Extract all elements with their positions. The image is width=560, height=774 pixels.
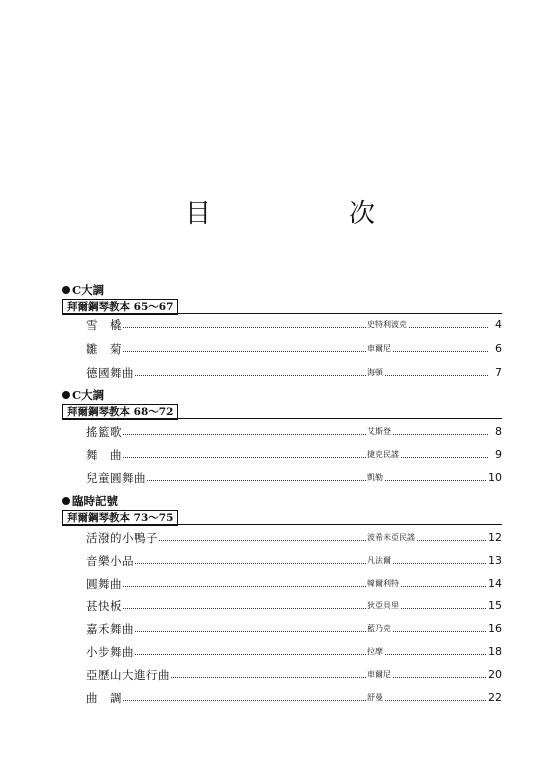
entry-page: 15 (488, 599, 502, 612)
entry-page: 12 (488, 531, 502, 544)
entry-title: 甚快板 (86, 599, 122, 613)
bullet-icon (62, 497, 70, 505)
entry-page: 20 (488, 668, 502, 681)
entry-page: 8 (495, 425, 502, 438)
dot-leader (86, 351, 488, 352)
entry-composer: 藍乃克 (366, 622, 392, 636)
toc-entry[interactable] (86, 598, 502, 614)
entry-title: 雪 橇 (86, 318, 122, 332)
entry-title: 亞歷山大進行曲 (86, 668, 170, 682)
toc-entry[interactable] (86, 530, 502, 546)
entry-title: 小步舞曲 (86, 645, 134, 659)
dot-leader (86, 631, 488, 632)
dot-leader (86, 608, 488, 609)
book-range-label-3: 拜爾鋼琴教本 73～75 (62, 510, 178, 526)
dot-leader (86, 700, 488, 701)
entry-title: 兒童圓舞曲 (86, 471, 146, 485)
toc-entry[interactable] (86, 576, 502, 592)
dot-leader (86, 457, 488, 458)
entry-composer: 凱勒 (366, 471, 384, 485)
entry-composer: 車爾尼 (366, 668, 392, 682)
toc-entry[interactable] (86, 621, 502, 637)
entry-page: 13 (488, 554, 502, 567)
entry-page: 14 (488, 577, 502, 590)
entry-composer: 舒曼 (366, 691, 384, 705)
entry-title: 圓舞曲 (86, 577, 122, 591)
entry-page: 16 (488, 622, 502, 635)
dot-leader (86, 654, 488, 655)
toc-entry[interactable] (86, 365, 502, 381)
entry-composer: 凡法爾 (366, 554, 392, 568)
dot-leader (86, 586, 488, 587)
section-heading-1: C大調 (62, 283, 104, 297)
entry-page: 18 (488, 645, 502, 658)
dot-leader (86, 327, 488, 328)
entry-composer: 捷克民謠 (366, 448, 400, 462)
entry-page: 6 (495, 342, 502, 355)
dot-leader (86, 375, 488, 376)
entry-title: 音樂小品 (86, 554, 134, 568)
toc-entry[interactable] (86, 447, 502, 463)
section-heading-3: 臨時記號 (62, 494, 118, 508)
toc-entry[interactable] (86, 553, 502, 569)
dot-leader (86, 434, 488, 435)
entry-composer: 狄亞貝里 (366, 599, 400, 613)
entry-title: 活潑的小鴨子 (86, 531, 158, 545)
entry-title: 雛 菊 (86, 342, 122, 356)
entry-composer: 波希米亞民謠 (366, 531, 416, 545)
entry-composer: 史特利波克 (366, 318, 408, 332)
toc-entry[interactable] (86, 667, 502, 683)
book-range-label-1: 拜爾鋼琴教本 65～67 (62, 299, 178, 315)
entry-page: 4 (495, 318, 502, 331)
toc-entry[interactable] (86, 317, 502, 333)
book-range-label-2: 拜爾鋼琴教本 68～72 (62, 404, 178, 420)
toc-entry[interactable] (86, 341, 502, 357)
page-title: 目 次 (184, 199, 431, 229)
toc-entry[interactable] (86, 690, 502, 706)
toc-entry[interactable] (86, 424, 502, 440)
bullet-icon (62, 286, 70, 294)
bullet-icon (62, 391, 70, 399)
entry-title: 搖籃歌 (86, 425, 122, 439)
entry-page: 10 (488, 471, 502, 484)
toc-entry[interactable] (86, 470, 502, 486)
entry-page: 9 (495, 448, 502, 461)
entry-page: 7 (495, 366, 502, 379)
entry-title: 曲 調 (86, 691, 122, 705)
dot-leader (86, 563, 488, 564)
entry-title: 德國舞曲 (86, 366, 134, 380)
toc-entry[interactable] (86, 644, 502, 660)
entry-page: 22 (488, 691, 502, 704)
entry-composer: 拉摩 (366, 645, 384, 659)
entry-composer: 車爾尼 (366, 342, 392, 356)
entry-title: 嘉禾舞曲 (86, 622, 134, 636)
entry-composer: 韓爾利特 (366, 577, 400, 591)
section-heading-2: C大調 (62, 388, 104, 402)
entry-title: 舞 曲 (86, 448, 122, 462)
entry-composer: 海頓 (366, 366, 384, 380)
entry-composer: 艾斯登 (366, 425, 392, 439)
